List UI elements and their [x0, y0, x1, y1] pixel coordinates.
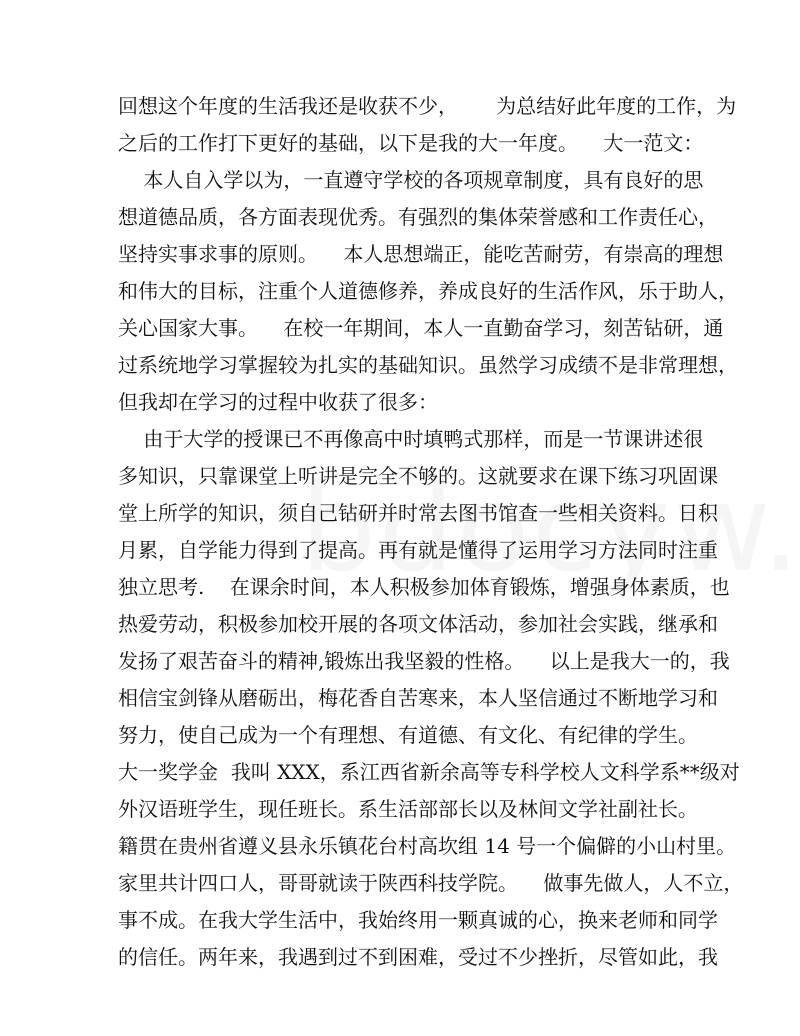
text-line: 的信任。两年来，我遇到过不到困难，受过不少挫折，尽管如此，我 [118, 945, 718, 969]
text-line: 本人自入学以为，一直遵守学校的各项规章制度，具有良好的思 [118, 168, 704, 192]
text-line: 月累，自学能力得到了提高。再有就是懂得了运用学习方法同时注重 [118, 538, 718, 562]
text-line: 关心国家大事。 在校一年期间，本人一直勤奋学习，刻苦钻研，通 [118, 316, 724, 340]
text-line: 但我却在学习的过程中收获了很多： [118, 390, 438, 414]
text-line: 和伟大的目标，注重个人道德修养，养成良好的生活作风，乐于助人， [118, 279, 738, 303]
text-line: 外汉语班学生，现任班长。系生活部部长以及林间文学社副社长。 [118, 797, 698, 821]
text-line: 堂上所学的知识，须自己钻研并时常去图书馆查一些相关资料。日积 [118, 501, 718, 525]
text-line: 籍贯在贵州省遵义县永乐镇花台村高坎组 14 号一个偏僻的小山村里。 [118, 834, 737, 858]
text-line: 多知识，只靠课堂上听讲是完全不够的。这就要求在课下练习巩固课 [118, 464, 718, 488]
text-line: 之后的工作打下更好的基础，以下是我的大一年度。 大一范文： [118, 131, 704, 155]
text-line: 想道德品质，各方面表现优秀。有强烈的集体荣誉感和工作责任心， [118, 205, 718, 229]
text-line: 坚持实事求事的原则。 本人思想端正，能吃苦耐劳，有崇高的理想 [118, 242, 724, 266]
text-line: 相信宝剑锋从磨砺出，梅花香自苦寒来，本人坚信通过不断地学习和 [118, 686, 718, 710]
text-line: 努力，使自己成为一个有理想、有道德、有文化、有纪律的学生。 [118, 723, 698, 747]
watermark [300, 470, 800, 590]
text-line: 过系统地学习掌握较为扎实的基础知识。虽然学习成绩不是非常理想， [118, 353, 738, 377]
text-line: 独立思考. 在课余时间，本人积极参加体育锻炼，增强身体素质，也 [118, 575, 730, 599]
text-line: 事不成。在我大学生活中，我始终用一颗真诚的心，换来老师和同学 [118, 908, 718, 932]
text-line: 回想这个年度的生活我还是收获不少， 为总结好此年度的工作，为 [118, 94, 737, 118]
text-line: 热爱劳动，积极参加校开展的各项文体活动，参加社会实践，继承和 [118, 612, 718, 636]
text-line: 由于大学的授课已不再像高中时填鸭式那样，而是一节课讲述很 [118, 427, 704, 451]
text-line: 家里共计四口人，哥哥就读于陕西科技学院。 做事先做人，人不立， [118, 871, 744, 895]
text-line: 大一奖学金 我叫 XXX，系江西省新余高等专科学校人文科学系**级对 [118, 760, 740, 784]
text-line: 发扬了艰苦奋斗的精神,锻炼出我坚毅的性格。 以上是我大一的，我 [118, 649, 730, 673]
